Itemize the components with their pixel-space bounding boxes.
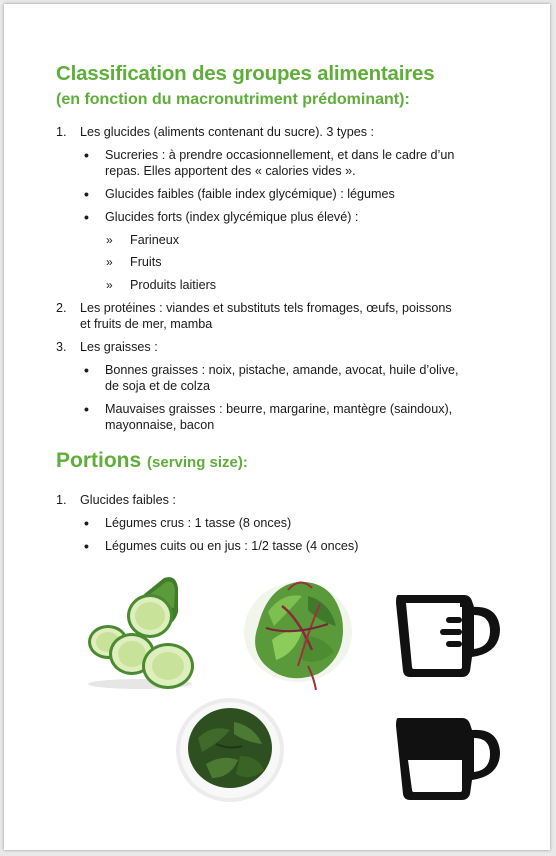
bullet: •: [84, 147, 89, 163]
sublist-item-mauvaises-graisses-cont: mayonnaise, bacon: [105, 418, 215, 432]
sublist-item-bonnes-graisses: Bonnes graisses : noix, pistache, amande, avocat, huile d’olive,: [105, 363, 459, 377]
sublist-item-glucides-faibles: Glucides faibles (faible index glycémique) : légumes: [105, 187, 395, 201]
subsublist-item-fruits: Fruits: [130, 255, 162, 269]
page-title: Classification des groupes alimentaires: [56, 62, 435, 85]
sublist-item-legumes-cuits: Légumes cuits ou en jus : 1/2 tasse (4 onces): [105, 539, 359, 553]
measuring-cup-half-icon: [390, 710, 502, 804]
section-title-small: (serving size):: [147, 454, 248, 471]
list-number: 2.: [56, 301, 67, 315]
subsublist-item-farineux: Farineux: [130, 233, 179, 247]
cucumber-slices-image: [80, 570, 200, 690]
section-title-portions: [56, 449, 248, 473]
sublist-item-legumes-crus: Légumes crus : 1 tasse (8 onces): [105, 516, 292, 530]
chevron-marker: »: [106, 255, 113, 269]
subsublist-item-produits-laitiers: Produits laitiers: [130, 278, 217, 292]
bullet: •: [84, 401, 89, 417]
bullet: •: [84, 362, 89, 378]
sublist-item-sucreries-cont: repas. Elles apportent des « calories vides ».: [105, 164, 356, 178]
list-item-graisses: Les graisses :: [80, 340, 158, 354]
bullet: •: [84, 538, 89, 554]
sublist-item-mauvaises-graisses: Mauvaises graisses : beurre, margarine, mantègre (saindoux),: [105, 402, 453, 416]
cooked-greens-bowl-image: [172, 694, 288, 806]
list-item-proteines-cont: et fruits de mer, mamba: [80, 317, 213, 331]
bullet: •: [84, 186, 89, 202]
salad-greens-image: [238, 566, 358, 691]
list-item-glucides-faibles: Glucides faibles :: [80, 493, 176, 507]
bullet: •: [84, 209, 89, 225]
sublist-item-glucides-forts: Glucides forts (index glycémique plus élevé) :: [105, 210, 359, 224]
list-number: 3.: [56, 340, 67, 354]
page-subtitle: (en fonction du macronutriment prédominant):: [56, 91, 410, 108]
list-number: 1.: [56, 493, 67, 507]
measuring-cup-full-icon: [390, 587, 502, 681]
chevron-marker: »: [106, 233, 113, 247]
list-item-glucides: Les glucides (aliments contenant du sucre). 3 types :: [80, 125, 375, 139]
page: [4, 4, 550, 850]
bullet: •: [84, 515, 89, 531]
section-title-text: Portions: [56, 449, 142, 472]
chevron-marker: »: [106, 278, 113, 292]
sublist-item-sucreries: Sucreries : à prendre occasionnellement, et dans le cadre d’un: [105, 148, 455, 162]
list-item-proteines: Les protéines : viandes et substituts tels fromages, œufs, poissons: [80, 301, 452, 315]
list-number: 1.: [56, 125, 67, 139]
sublist-item-bonnes-graisses-cont: de soja et de colza: [105, 379, 211, 393]
